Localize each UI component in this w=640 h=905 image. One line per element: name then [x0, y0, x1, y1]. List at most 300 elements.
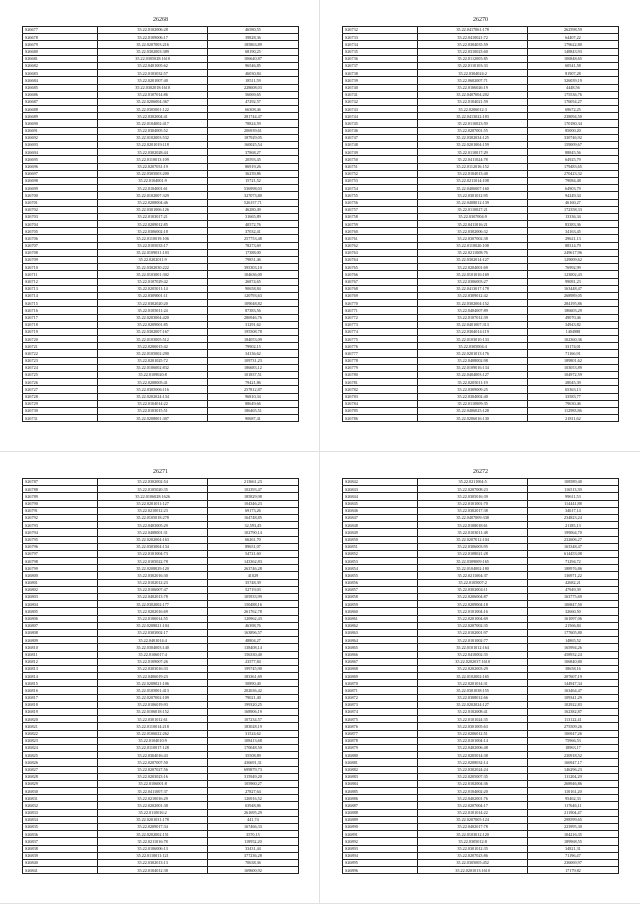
row-id-cell: S26845 [343, 500, 418, 507]
row-id-cell: S26883 [343, 773, 418, 780]
cadastral-number-cell: 35.22.0407004:202 [418, 91, 527, 98]
cadastral-number-cell: 35.22.0210012:23 [98, 507, 207, 514]
row-id-cell: S26817 [23, 694, 98, 701]
cadastral-number-cell: 35.22.0102007:329 [98, 192, 207, 199]
table-row [343, 809, 619, 816]
row-id-cell: S26743 [343, 106, 418, 113]
table-row [23, 357, 299, 364]
value-cell: 47292,57 [207, 98, 298, 105]
row-id-cell: S26687 [23, 98, 98, 105]
row-id-cell: S26693 [23, 142, 98, 149]
row-id-cell: S26815 [23, 680, 98, 687]
value-cell: 109341,29 [527, 694, 618, 701]
value-cell: 263746,28 [207, 565, 298, 572]
value-cell: 34943,82 [527, 321, 618, 328]
row-id-cell: S26696 [23, 163, 98, 170]
row-id-cell: S26772 [343, 314, 418, 321]
table-row [23, 228, 299, 235]
row-id-cell: S26704 [23, 221, 98, 228]
table-row [23, 615, 299, 622]
cadastral-number-cell: 35.22.0110027:21 [418, 206, 527, 213]
table-row [23, 730, 299, 737]
row-id-cell: S26830 [23, 788, 98, 795]
cadastral-number-cell: 35.22.0205007:35 [418, 773, 527, 780]
table-row [23, 845, 299, 852]
cadastral-number-cell: 35.22.0102004:36 [418, 780, 527, 787]
cadastral-number-cell: 35.22.0401014:4 [98, 637, 207, 644]
table-row [343, 70, 619, 77]
cadastral-number-cell: 35.22.0410002:35 [418, 651, 527, 658]
value-cell: 54721,60 [207, 550, 298, 557]
table-row [23, 400, 299, 407]
table-row [23, 285, 299, 292]
value-cell: 114441,88 [527, 500, 618, 507]
row-id-cell: S26718 [23, 321, 98, 328]
table-row [23, 737, 299, 744]
table-row [23, 709, 299, 716]
value-cell: 116513,39 [527, 486, 618, 493]
row-id-cell: S26784 [343, 400, 418, 407]
row-id-cell: S26757 [343, 206, 418, 213]
page-number: 26270 [473, 17, 488, 23]
value-cell: 111204,29 [527, 773, 618, 780]
row-id-cell: S26752 [343, 170, 418, 177]
row-id-cell: S26716 [23, 307, 98, 314]
value-cell: 377236,28 [207, 852, 298, 859]
row-id-cell: S26685 [23, 84, 98, 91]
table-row [23, 522, 299, 529]
table-row [23, 622, 299, 629]
table-row [23, 386, 299, 393]
table-row [343, 867, 619, 874]
row-id-cell: S26699 [23, 185, 98, 192]
cadastral-number-cell: 35.22.0201014:31 [418, 680, 527, 687]
row-id-cell: S26692 [23, 134, 98, 141]
value-cell: 52719,03 [207, 586, 298, 593]
row-id-cell: S26857 [343, 586, 418, 593]
table-row [23, 673, 299, 680]
value-cell: 109731,23 [207, 357, 298, 364]
cadastral-number-cell: 35.22.0406025:128 [418, 407, 527, 414]
value-cell: 71196,47 [527, 852, 618, 859]
value-cell: 33583,77 [527, 393, 618, 400]
value-cell: 164748,85 [207, 514, 298, 521]
cadastral-number-cell: 35.22.0106018:152 [98, 709, 207, 716]
row-id-cell: S26812 [23, 658, 98, 665]
table-row [343, 486, 619, 493]
table-row [23, 314, 299, 321]
value-cell: 64407,22 [527, 34, 618, 41]
row-id-cell: S26874 [343, 709, 418, 716]
row-id-cell: S26729 [23, 400, 98, 407]
row-id-cell: S26856 [343, 579, 418, 586]
value-cell: 21811,62 [527, 415, 618, 422]
table-row [23, 84, 299, 91]
table-row [23, 134, 299, 141]
value-cell: 88649,66 [207, 400, 298, 407]
value-cell: 458932,24 [527, 651, 618, 658]
row-id-cell: S26833 [23, 809, 98, 816]
value-cell: 65363,13 [527, 386, 618, 393]
row-id-cell: S26861 [343, 615, 418, 622]
table-row [23, 307, 299, 314]
row-id-cell: S26823 [23, 737, 98, 744]
cadastral-number-cell: 35.22.0104012:38 [98, 867, 207, 874]
cadastral-number-cell: 35.22.0104002:417 [98, 120, 207, 127]
cadastral-number-cell: 35.22.0406007:160 [418, 185, 527, 192]
value-cell: 29621,13 [527, 235, 618, 242]
table-row [343, 343, 619, 350]
row-id-cell: S26719 [23, 328, 98, 335]
row-id-cell: S26785 [343, 407, 418, 414]
row-id-cell: S26824 [23, 744, 98, 751]
table-row [343, 594, 619, 601]
row-id-cell: S26723 [23, 357, 98, 364]
table-row [343, 41, 619, 48]
table-row [23, 350, 299, 357]
cadastral-number-cell: 35.22.0417061:178 [418, 27, 527, 34]
row-id-cell: S26789 [23, 493, 98, 500]
cadastral-number-cell: 35.22.0410021:72 [418, 34, 527, 41]
row-id-cell: S26677 [23, 27, 98, 34]
row-id-cell: S26765 [343, 264, 418, 271]
value-cell: 46280,49 [207, 206, 298, 213]
value-cell: 34136,62 [207, 350, 298, 357]
row-id-cell: S26848 [343, 522, 418, 529]
row-id-cell: S26885 [343, 788, 418, 795]
cadastral-number-cell: 35.22.0206004:367 [98, 98, 207, 105]
row-id-cell: S26778 [343, 357, 418, 364]
table-row [23, 766, 299, 773]
cadastral-number-cell: 35.22.0602007:71 [418, 77, 527, 84]
page-26272 [320, 452, 640, 904]
cadastral-number-cell: 35.22.0110020:108 [418, 242, 527, 249]
value-cell: 186683,12 [207, 364, 298, 371]
value-cell: 161097,06 [527, 615, 618, 622]
cadastral-number-cell: 35.22.0208005:41 [98, 379, 207, 386]
cadastral-number-cell: 35.22.0302018:1610 [98, 84, 207, 91]
table-row [343, 766, 619, 773]
cadastral-number-cell: 35.22.0207001:55 [418, 127, 527, 134]
table-row [343, 586, 619, 593]
row-id-cell: S26738 [343, 70, 418, 77]
cadastral-number-cell: 35.22.0103012:120 [418, 831, 527, 838]
value-cell: 160025,54 [207, 142, 298, 149]
cadastral-number-cell: 35.22.0202024:127 [418, 701, 527, 708]
cadastral-number-cell: 35.22.0309012:42 [418, 292, 527, 299]
value-cell: 83383,36 [527, 221, 618, 228]
cadastral-number-cell: 35.22.0102003:532 [98, 134, 207, 141]
cadastral-number-cell: 35.22.0207007:50 [98, 759, 207, 766]
table-row [23, 379, 299, 386]
cadastral-number-cell: 35.22.0403005:29 [98, 522, 207, 529]
table-row [23, 185, 299, 192]
value-cell: 257812,87 [207, 386, 298, 393]
table-row [23, 206, 299, 213]
page-table [342, 466, 619, 874]
value-cell: 199320,25 [207, 701, 298, 708]
row-id-cell: S26739 [343, 77, 418, 84]
cadastral-number-cell: 35.22.0407009:338 [418, 514, 527, 521]
cadastral-number-cell: 35.22.0202002:151 [98, 831, 207, 838]
cadastral-number-cell: 35.22.0310023:60 [418, 48, 527, 55]
value-cell: 261762,78 [207, 608, 298, 615]
value-cell: 102790,14 [207, 529, 298, 536]
table-row [343, 493, 619, 500]
table-row [343, 629, 619, 636]
table-row [343, 522, 619, 529]
table-row [23, 91, 299, 98]
table-row [343, 723, 619, 730]
table-row [23, 98, 299, 105]
cadastral-number-cell: 35.22.0207027:56 [98, 766, 207, 773]
value-cell: 37032,41 [207, 228, 298, 235]
table-row [343, 170, 619, 177]
value-cell: 64925,79 [527, 156, 618, 163]
cadastral-number-cell: 35.22.0207005:124 [418, 816, 527, 823]
cadastral-number-cell: 35.22.0411007:37 [98, 788, 207, 795]
table-row [343, 264, 619, 271]
parcel-table [342, 26, 619, 422]
value-cell: 189801,62 [527, 357, 618, 364]
table-row [23, 723, 299, 730]
value-cell: 106640,87 [207, 55, 298, 62]
row-id-cell: S26806 [23, 615, 98, 622]
row-id-cell: S26710 [23, 264, 98, 271]
cadastral-number-cell: 35.22.0402001:76 [418, 795, 527, 802]
table-row [23, 242, 299, 249]
row-id-cell: S26850 [343, 536, 418, 543]
value-cell: 106947,26 [527, 730, 618, 737]
cadastral-number-cell: 35.22.0108018:61 [418, 522, 527, 529]
cadastral-number-cell: 35.22.0309001:11 [98, 292, 207, 299]
value-cell: 185829,98 [207, 493, 298, 500]
row-id-cell: S26804 [23, 601, 98, 608]
value-cell: 3570,15 [207, 831, 298, 838]
cadastral-number-cell: 35.22.0110014:218 [98, 723, 207, 730]
value-cell: 85000,20 [527, 127, 618, 134]
table-row [343, 379, 619, 386]
table-row [343, 84, 619, 91]
row-id-cell: S26698 [23, 177, 98, 184]
row-id-cell: S26876 [343, 723, 418, 730]
cadastral-number-cell: 35.22.0101004:73 [98, 550, 207, 557]
value-cell: 102360,36 [527, 336, 618, 343]
value-cell: 46398,76 [207, 622, 298, 629]
row-id-cell: S26725 [23, 372, 98, 379]
row-id-cell: S26821 [23, 723, 98, 730]
cadastral-number-cell: 35.22.0304002:40 [418, 393, 527, 400]
value-cell: 60541,58 [527, 62, 618, 69]
value-cell: 186465,51 [207, 407, 298, 414]
row-id-cell: S26851 [343, 543, 418, 550]
cadastral-number-cell: 35.22.0201004:159 [418, 142, 527, 149]
cadastral-number-cell: 35.22.0413017:178 [418, 285, 527, 292]
cadastral-number-cell: 35.22.0109031:103 [98, 249, 207, 256]
value-cell: 89651,07 [207, 543, 298, 550]
cadastral-number-cell: 35.22.0106017:4 [98, 651, 207, 658]
row-id-cell: S26859 [343, 601, 418, 608]
table-row [343, 500, 619, 507]
cadastral-number-cell: 35.22.0110009:35 [418, 400, 527, 407]
table-row [343, 694, 619, 701]
value-cell: 35508,89 [207, 752, 298, 759]
value-cell: 75966,53 [527, 737, 618, 744]
row-id-cell: S26689 [23, 113, 98, 120]
cadastral-number-cell: 35.22.0110013:109 [98, 156, 207, 163]
cadastral-number-cell: 35.22.0302003:389 [98, 48, 207, 55]
table-row [23, 536, 299, 543]
cadastral-number-cell: 35.22.0206012:51 [418, 730, 527, 737]
cadastral-number-cell: 35.22.0305001:122 [98, 106, 207, 113]
table-row [343, 142, 619, 149]
cadastral-number-cell: 35.22.0106001:8 [98, 780, 207, 787]
table-row [343, 572, 619, 579]
table-row [23, 543, 299, 550]
cadastral-number-cell: 35.22.0103011:48 [418, 529, 527, 536]
row-id-cell: S26708 [23, 249, 98, 256]
table-row [343, 529, 619, 536]
table-row [343, 680, 619, 687]
cadastral-number-cell: 35.22.0306003:95 [418, 543, 527, 550]
value-cell: 68190,25 [207, 48, 298, 55]
value-cell: 108589,40 [527, 479, 618, 486]
value-cell: 81907,28 [527, 70, 618, 77]
value-cell: 211904,47 [527, 809, 618, 816]
table-row [23, 393, 299, 400]
cadastral-number-cell: 35.22.0208032:14 [418, 759, 527, 766]
cadastral-number-cell: 35.22.0408012:139 [418, 199, 527, 206]
row-id-cell: S26847 [343, 514, 418, 521]
table-row [23, 156, 299, 163]
table-row [343, 364, 619, 371]
row-id-cell: S26878 [343, 737, 418, 744]
value-cell: 104636,00 [207, 271, 298, 278]
table-row [343, 134, 619, 141]
table-row [23, 70, 299, 77]
value-cell: 87383,56 [207, 307, 298, 314]
cadastral-number-cell: 35.22.0404003:127 [418, 372, 527, 379]
table-row [23, 680, 299, 687]
table-row [343, 336, 619, 343]
cadastral-number-cell: 35.22.0107014:86 [98, 91, 207, 98]
cadastral-number-cell: 35.22.0208021:104 [98, 622, 207, 629]
value-cell: 94249,34 [527, 192, 618, 199]
table-row [343, 565, 619, 572]
cadastral-number-cell: 35.22.0202001:38 [98, 802, 207, 809]
cadastral-number-cell: 35.22.0208004:46 [98, 199, 207, 206]
cadastral-number-cell: 35.22.0102002:165 [418, 673, 527, 680]
row-id-cell: S26786 [343, 415, 418, 422]
value-cell: 13336,34 [527, 213, 618, 220]
cadastral-number-cell: 35.22.0110103:33 [418, 62, 527, 69]
cadastral-number-cell: 35.22.0401007:313 [418, 321, 527, 328]
cadastral-number-cell: 35.22.0106022:262 [98, 730, 207, 737]
table-row [23, 651, 299, 658]
table-row [23, 780, 299, 787]
table-row [23, 364, 299, 371]
cadastral-number-cell: 35.22.0104010:9 [98, 737, 207, 744]
cadastral-number-cell: 35.22.0104001:9 [98, 177, 207, 184]
value-cell: 120962,43 [207, 615, 298, 622]
value-cell: 63948,86 [207, 802, 298, 809]
table-row [343, 55, 619, 62]
value-cell: 40572,76 [207, 221, 298, 228]
cadastral-number-cell: 35.22.0106019:93 [98, 701, 207, 708]
table-row [23, 192, 299, 199]
cadastral-number-cell: 35.22.0201013:1610 [418, 867, 527, 874]
value-cell: 184053,09 [207, 336, 298, 343]
row-id-cell: S26788 [23, 486, 98, 493]
row-id-cell: S26750 [343, 156, 418, 163]
cadastral-number-cell: 35.22.0109016:134 [418, 364, 527, 371]
table-row [23, 550, 299, 557]
table-row [343, 651, 619, 658]
row-id-cell: S26715 [23, 300, 98, 307]
table-row [23, 27, 299, 34]
row-id-cell: S26678 [23, 34, 98, 41]
cadastral-number-cell: 35.22.0305012:8 [418, 838, 527, 845]
cadastral-number-cell: 35.22.0304003:140 [98, 644, 207, 651]
value-cell: 234823,24 [527, 514, 618, 521]
table-row [23, 372, 299, 379]
table-row [23, 321, 299, 328]
table-row [23, 249, 299, 256]
row-id-cell: S26835 [23, 824, 98, 831]
row-id-cell: S26793 [23, 522, 98, 529]
row-id-cell: S26839 [23, 852, 98, 859]
table-row [343, 400, 619, 407]
row-id-cell: S26841 [23, 867, 98, 874]
table-row [343, 507, 619, 514]
value-cell: 526157,71 [207, 199, 298, 206]
cadastral-number-cell: 35.22.0205011:14 [98, 285, 207, 292]
table-row [23, 213, 299, 220]
table-row [343, 831, 619, 838]
table-row [23, 493, 299, 500]
row-id-cell: S26790 [23, 500, 98, 507]
table-row [23, 773, 299, 780]
table-row [23, 55, 299, 62]
cadastral-number-cell: 35.22.0105033:17 [98, 242, 207, 249]
row-id-cell: S26862 [343, 622, 418, 629]
table-row [343, 106, 619, 113]
row-id-cell: S26712 [23, 278, 98, 285]
value-cell: 32,593,45 [207, 522, 298, 529]
value-cell: 186603,29 [527, 307, 618, 314]
row-id-cell: S26873 [343, 701, 418, 708]
table-row [23, 586, 299, 593]
row-id-cell: S26892 [343, 838, 418, 845]
cadastral-number-cell: 35.22.0201019:118 [98, 142, 207, 149]
value-cell: 86919,26 [207, 163, 298, 170]
value-cell: 163448,47 [527, 285, 618, 292]
value-cell: 257753,48 [207, 235, 298, 242]
cadastral-number-cell: 35.22.0404007:89 [418, 307, 527, 314]
cadastral-number-cell: 35.22.0202024:134 [98, 393, 207, 400]
value-cell: 163896,57 [207, 629, 298, 636]
value-cell: 150488,16 [207, 601, 298, 608]
cadastral-number-cell: 35.22.0309009:25 [418, 386, 527, 393]
value-cell: 18511,59 [207, 77, 298, 84]
value-cell: 105933,99 [207, 594, 298, 601]
value-cell: 156330,40 [207, 651, 298, 658]
cadastral-number-cell: 35.22.0206004:87 [418, 594, 527, 601]
table-row [23, 644, 299, 651]
cadastral-number-cell: 35.22.0302013:13 [98, 859, 207, 866]
value-cell: 117646,11 [527, 802, 618, 809]
cadastral-number-cell: 35.22.0302002:177 [98, 601, 207, 608]
